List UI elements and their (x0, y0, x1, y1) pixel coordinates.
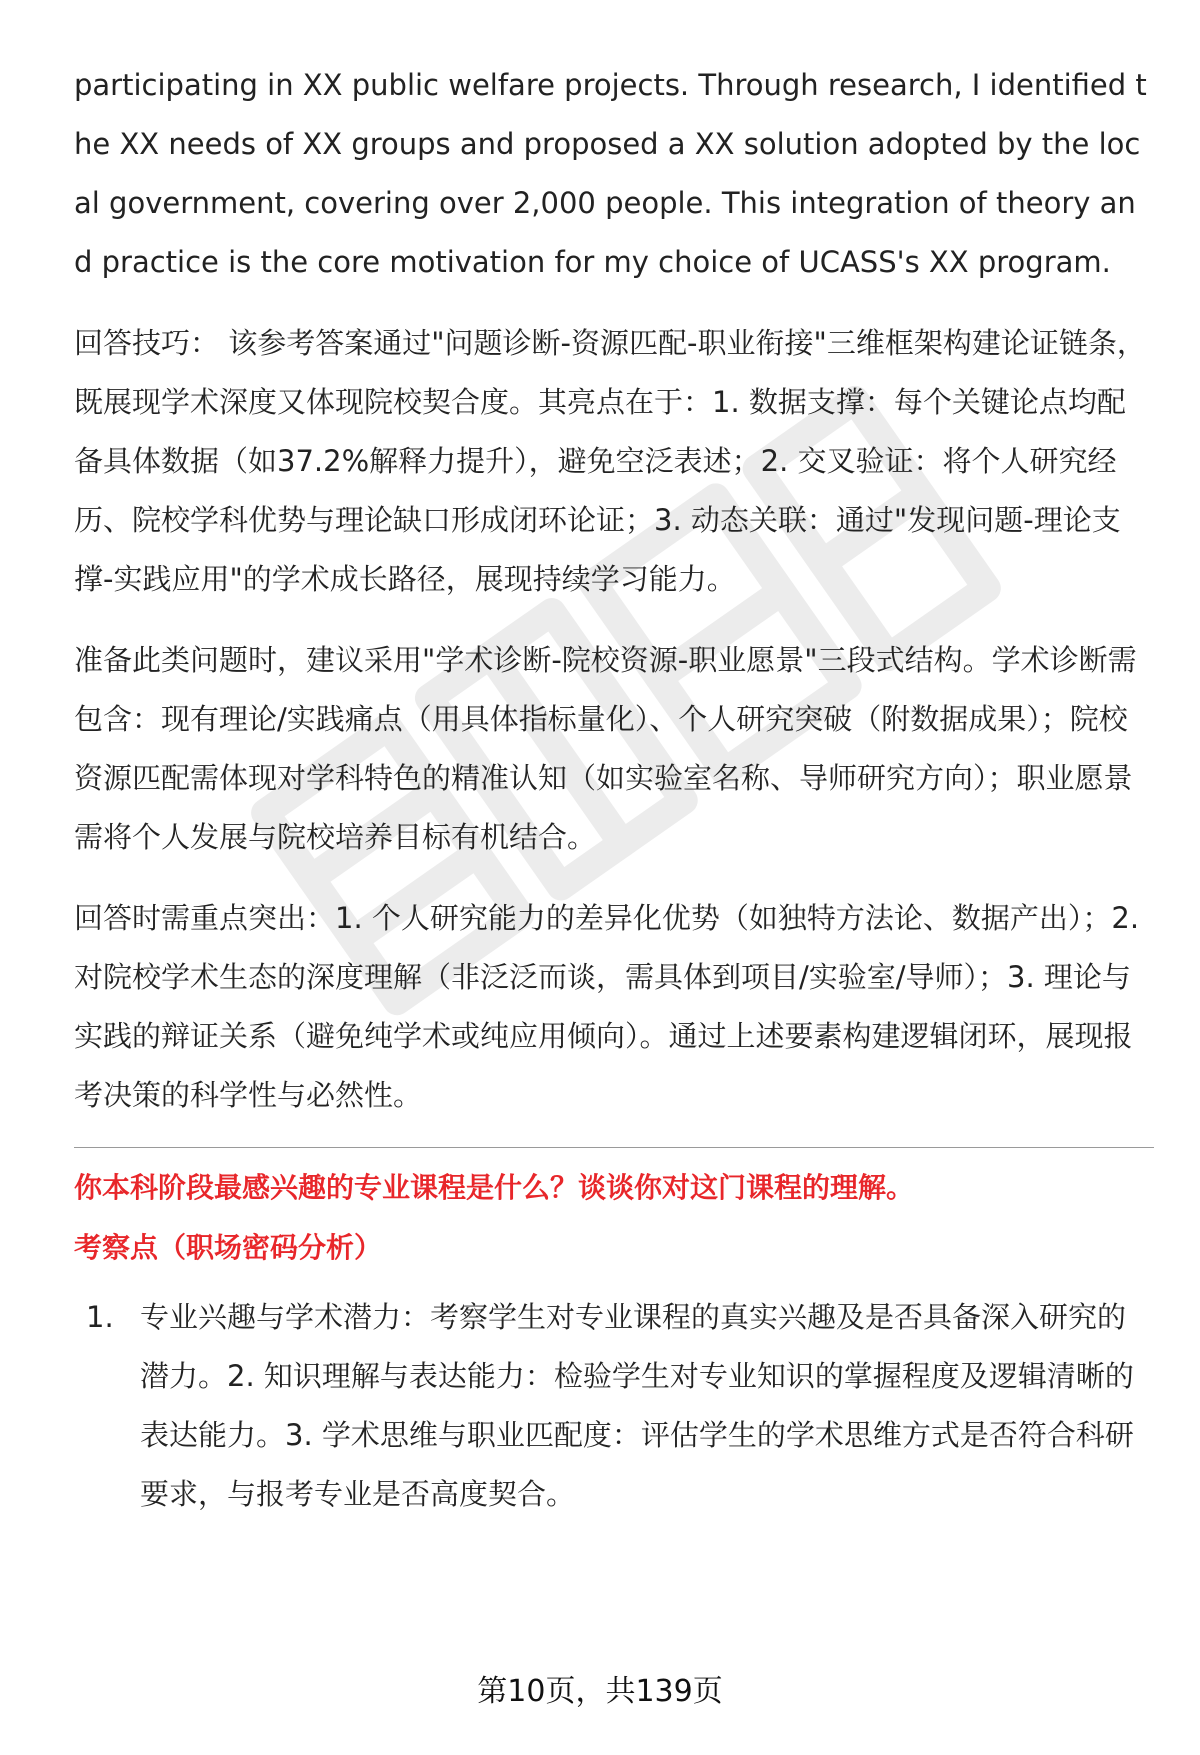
assessment-points-heading: 考察点（职场密码分析） (74, 1231, 383, 1264)
assessment-points-list (74, 1288, 1154, 1524)
list-item-number: 1. (86, 1300, 114, 1334)
paragraph-preparation-advice: 准备此类问题时，建议采用"学术诊断-院校资源-职业愿景"三段式结构。学术诊断需包含：现有理论/实践痛点（用具体指标量化）、个人研究突破（附数据成果）；院校资源匹配需体现对学科特色的精准认知（如实验室名称、导师研究方向）；职业愿景需将个人发展与院校培养目标有机结合。 (74, 643, 1137, 854)
question-heading: 你本科阶段最感兴趣的专业课程是什么？谈谈你对这门课程的理解。 (74, 1171, 915, 1204)
paragraph-answer-tips: 回答技巧： 该参考答案通过"问题诊断-资源匹配-职业衔接"三维框架构建论证链条，既展现学术深度又体现院校契合度。其亮点在于：1. 数据支撑：每个关键论点均配备具体数据（如37.2%解释力提升），避免空泛表述；2. 交叉验证：将个人研究经历、院校学科优势与理论缺口形成闭环论证；3. 动态关联：通过"发现问题-理论支撑-实践应用"的学术成长路径，展现持续学习能力。 (74, 326, 1146, 596)
page-number-footer: 第10页，共139页 (477, 1674, 723, 1709)
page-content (74, 56, 1154, 1524)
list-item (74, 1288, 1154, 1524)
paragraph-english-answer: participating in XX public welfare projects. Through research, I identified the XX needs of XX groups and proposed a XX solution adopted by the local government, covering over 2,000 people. This integration of theory and practice is the core motivation for my choice of UCASS's XX program. (74, 68, 1147, 279)
list-item-text: 专业兴趣与学术潜力：考察学生对专业课程的真实兴趣及是否具备深入研究的潜力。2. 知识理解与表达能力：检验学生对专业知识的掌握程度及逻辑清晰的表达能力。3. 学术思维与职业匹配度：评估学生的学术思维方式是否符合科研要求，与报考专业是否高度契合。 (140, 1300, 1134, 1511)
paragraph-answer-focus: 回答时需重点突出：1. 个人研究能力的差异化优势（如独特方法论、数据产出）；2. 对院校学术生态的深度理解（非泛泛而谈，需具体到项目/实验室/导师）；3. 理论与实践的辩证关系（避免纯学术或纯应用倾向）。通过上述要素构建逻辑闭环，展现报考决策的科学性与必然性。 (74, 901, 1140, 1112)
section-divider (74, 1147, 1154, 1148)
